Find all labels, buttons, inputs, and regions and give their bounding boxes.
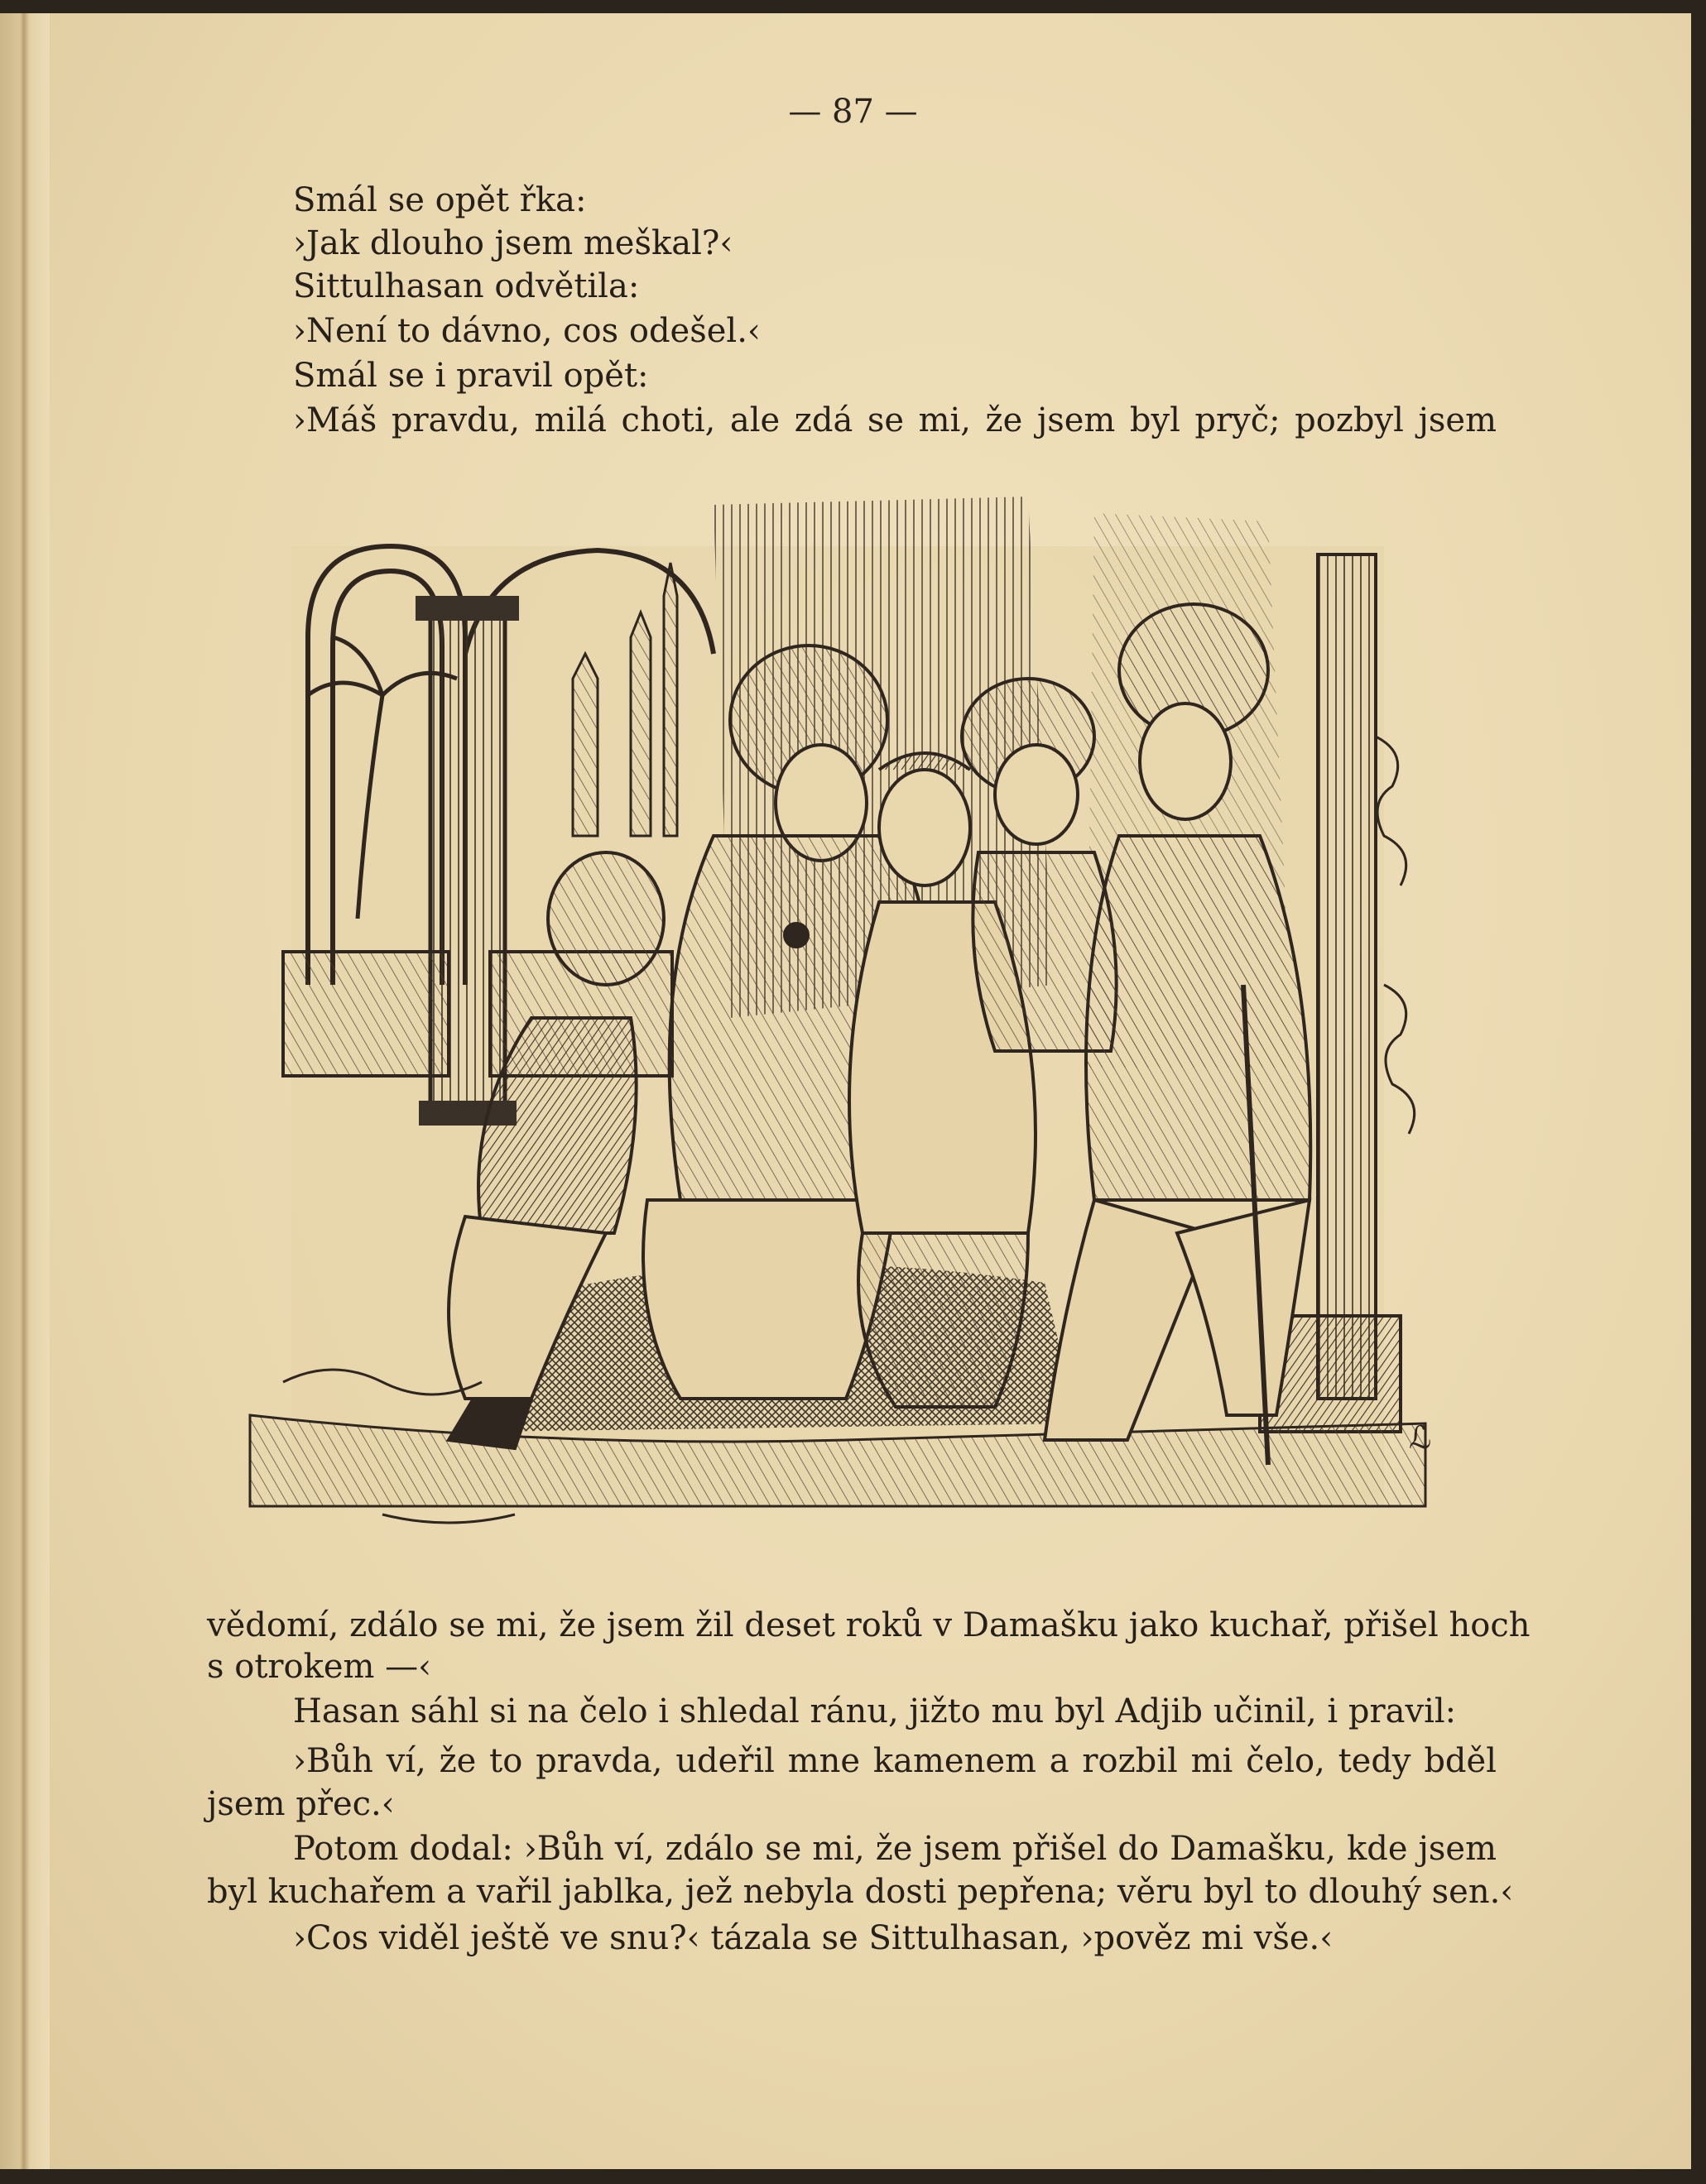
scan-edge-right bbox=[1691, 0, 1706, 2184]
text-line: ›Bůh ví, že to pravda, udeřil mne kamenem a rozbil mi čelo, tedy bděl bbox=[293, 1742, 1497, 1780]
artist-monogram: ℒ bbox=[1409, 1419, 1432, 1456]
scan-edge-top bbox=[0, 0, 1706, 13]
text-line: s otrokem —‹ bbox=[207, 1648, 432, 1686]
text-line: Smál se opět řka: bbox=[293, 181, 587, 219]
text-line: Potom dodal: ›Bůh ví, zdálo se mi, že jsem přišel do Damašku, kde jsem bbox=[293, 1830, 1497, 1868]
balustrade bbox=[283, 952, 449, 1076]
text-line: Sittulhasan odvětila: bbox=[293, 267, 640, 305]
text-line: ›Máš pravdu, milá choti, ale zdá se mi, že jsem byl pryč; pozbyl jsem bbox=[293, 401, 1497, 439]
text-line: jsem přec.‹ bbox=[207, 1785, 395, 1823]
text-line: ›Jak dlouho jsem meškal?‹ bbox=[293, 224, 733, 262]
scan-edge-bottom bbox=[0, 2169, 1706, 2184]
text-line: vědomí, zdálo se mi, že jsem žil deset roků v Damašku jako kuchař, přišel hoch bbox=[207, 1606, 1531, 1644]
page-number: — 87 — bbox=[788, 93, 918, 131]
book-gutter bbox=[0, 0, 50, 2184]
text-line: Smál se i pravil opět: bbox=[293, 357, 649, 395]
engraving-illustration bbox=[217, 488, 1455, 1548]
text-line: ›Cos viděl ještě ve snu?‹ tázala se Sittulhasan, ›pověz mi vše.‹ bbox=[293, 1919, 1334, 1957]
text-line: Hasan sáhl si na čelo i shledal ránu, jižto mu byl Adjib učinil, i pravil: bbox=[293, 1692, 1457, 1730]
text-line: byl kuchařem a vařil jablka, jež nebyla dosti pepřena; věru byl to dlouhý sen.‹ bbox=[207, 1873, 1514, 1911]
text-line: ›Není to dávno, cos odešel.‹ bbox=[293, 312, 761, 350]
